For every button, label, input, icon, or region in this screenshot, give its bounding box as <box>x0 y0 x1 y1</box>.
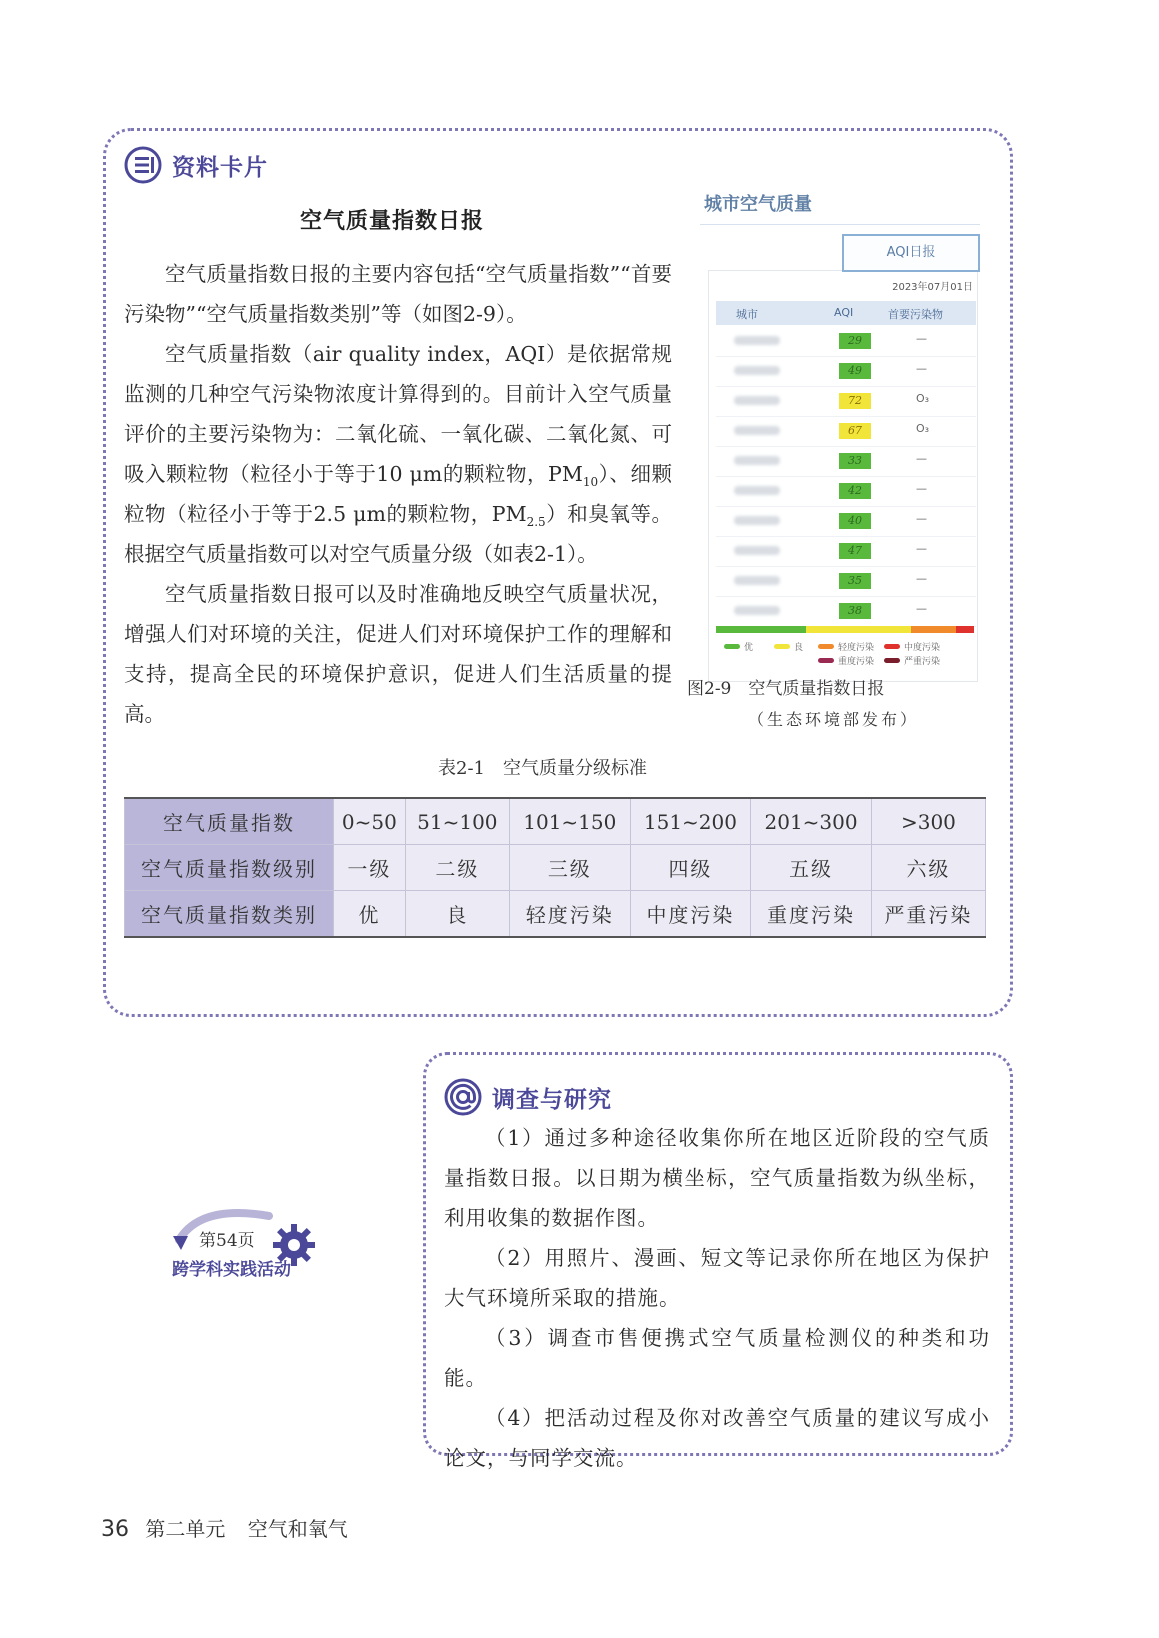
research-card-title: 调查与研究 <box>492 1086 612 1113</box>
table-row <box>125 891 986 938</box>
paragraph: 空气质量指数日报可以及时准确地反映空气质量状况，增强人们对环境的关注，促进人们对环境保护工作的理解和支持，提高全民的环境保护意识，促进人们生活质量的提高。 <box>124 582 672 726</box>
paragraph: 空气质量指数（air quality index，AQI）是依据常规监测的几种空气污染物浓度计算得到的。目前计入空气质量评价的主要污染物为：二氧化硫、一氧化碳、二氧化氮、可吸入颗粒物（粒径小于等于10 μm的颗粒物，$PM_{10}$）、细颗粒物（粒径小于等于2.5 μm的颗粒物，$PM_{2.5}$）和臭氧等。根据空气质量指数可以对空气质量分级（如表2-1）。 <box>124 342 673 566</box>
aqi-value-badge: 40 <box>839 513 871 529</box>
list-item: （2）用照片、漫画、短文等记录你所在地区为保护大气环境所采取的措施。 <box>444 1246 990 1310</box>
aqi-value-badge: 47 <box>839 543 871 559</box>
table-cell: 一级 <box>334 845 406 891</box>
cross-reference-page: 第54页 <box>199 1231 255 1251</box>
unit-label: 第二单元 <box>145 1517 226 1541</box>
header-pollutant: 首要污染物 <box>888 308 943 321</box>
aqi-value-badge: 72 <box>839 393 871 409</box>
scale-segment <box>956 626 974 633</box>
blurred-city-name <box>734 486 780 495</box>
aqi-grade-table <box>124 797 986 938</box>
row-header: 空气质量指数 <box>125 798 334 845</box>
legend-label: 严重污染 <box>904 657 941 667</box>
list-item: （1）通过多种途径收集你所在地区近阶段的空气质量指数日报。以日期为横坐标，空气质量指数为纵坐标，利用收集的数据作图。 <box>444 1126 990 1230</box>
primary-pollutant: — <box>916 482 927 495</box>
city-row <box>716 446 976 477</box>
legend-item <box>774 640 803 653</box>
paragraph: 空气质量指数日报的主要内容包括“空气质量指数”“首要污染物”“空气质量指数类别”等（如图2-9）。 <box>124 262 672 326</box>
legend-label: 中度污染 <box>904 643 941 653</box>
city-row <box>716 386 976 417</box>
aqi-value-badge: 42 <box>839 483 871 499</box>
cross-reference-link[interactable] <box>165 1206 325 1286</box>
aqi-value-badge: 49 <box>839 363 871 379</box>
table-cell: 重度污染 <box>751 891 872 938</box>
table-cell: 四级 <box>630 845 751 891</box>
legend-item <box>884 640 940 653</box>
row-header: 空气质量指数级别 <box>125 845 334 891</box>
table-cell: 三级 <box>510 845 631 891</box>
table-cell: 0~50 <box>334 798 406 845</box>
legend-swatch <box>818 658 834 663</box>
table-cell: 六级 <box>871 845 985 891</box>
table-cell: 轻度污染 <box>510 891 631 938</box>
aqi-report-button[interactable]: AQI日报 <box>842 234 980 272</box>
legend-swatch <box>818 644 834 649</box>
info-card-title: 资料卡片 <box>172 154 268 181</box>
unit-title: 空气和氧气 <box>247 1517 348 1541</box>
primary-pollutant: — <box>916 332 927 345</box>
aqi-value-badge: 35 <box>839 573 871 589</box>
legend-swatch <box>774 644 790 649</box>
info-card-header <box>124 146 268 184</box>
city-row <box>716 416 976 447</box>
header-city: 城市 <box>736 308 758 321</box>
legend-swatch <box>884 658 900 663</box>
table-cell: 151~200 <box>630 798 751 845</box>
blurred-city-name <box>734 606 780 615</box>
aqi-scale-bar <box>716 626 974 633</box>
header-aqi: AQI <box>834 306 854 319</box>
primary-pollutant: — <box>916 362 927 375</box>
city-row <box>716 326 976 357</box>
aqi-screenshot <box>700 190 985 690</box>
aqi-value-badge: 33 <box>839 453 871 469</box>
primary-pollutant: — <box>916 602 927 615</box>
article-body <box>124 254 672 734</box>
blurred-city-name <box>734 396 780 405</box>
page-footer <box>101 1513 348 1542</box>
table-cell: 中度污染 <box>630 891 751 938</box>
research-card-header <box>444 1078 612 1116</box>
city-row <box>716 506 976 537</box>
table-cell: 良 <box>405 891 509 938</box>
city-row <box>716 536 976 567</box>
table-cell: 二级 <box>405 845 509 891</box>
at-sign-icon <box>444 1078 482 1116</box>
list-item: （4）把活动过程及你对改善空气质量的建议写成小论文，与同学交流。 <box>444 1406 990 1470</box>
blurred-city-name <box>734 576 780 585</box>
legend-swatch <box>724 644 740 649</box>
article-title: 空气质量指数日报 <box>300 209 485 234</box>
table-cell: >300 <box>871 798 985 845</box>
aqi-value-badge: 67 <box>839 423 871 439</box>
legend-item <box>818 654 874 667</box>
legend-swatch <box>884 644 900 649</box>
city-row <box>716 566 976 597</box>
row-header: 空气质量指数类别 <box>125 891 334 938</box>
blurred-city-name <box>734 336 780 345</box>
scale-segment <box>716 626 806 633</box>
research-items <box>444 1118 990 1478</box>
screen-table-header <box>716 301 976 325</box>
scale-segment <box>911 626 956 633</box>
blurred-city-name <box>734 516 780 525</box>
legend-item <box>724 640 753 653</box>
table-cell: 五级 <box>751 845 872 891</box>
aqi-value-badge: 29 <box>839 333 871 349</box>
page-number: 36 <box>101 1517 129 1542</box>
divider <box>700 224 980 225</box>
primary-pollutant: O₃ <box>916 392 930 405</box>
table-caption: 表2-1 空气质量分级标准 <box>438 758 647 779</box>
list-item: （3）调查市售便携式空气质量检测仪的种类和功能。 <box>444 1326 990 1390</box>
legend-label: 轻度污染 <box>838 643 875 653</box>
legend-label: 重度污染 <box>838 657 875 667</box>
document-list-icon <box>124 146 162 184</box>
screen-title: 城市空气质量 <box>704 194 812 215</box>
legend-label: 良 <box>794 643 804 653</box>
primary-pollutant: — <box>916 542 927 555</box>
figure-source: （生态环境部发布） <box>748 710 920 729</box>
blurred-city-name <box>734 366 780 375</box>
legend-label: 优 <box>744 643 754 653</box>
cross-reference-label: 跨学科实践活动 <box>172 1260 291 1280</box>
city-row <box>716 476 976 507</box>
primary-pollutant: — <box>916 452 927 465</box>
table-cell: 201~300 <box>751 798 872 845</box>
primary-pollutant: — <box>916 512 927 525</box>
city-row <box>716 596 976 627</box>
blurred-city-name <box>734 546 780 555</box>
aqi-value-badge: 38 <box>839 603 871 619</box>
legend-item <box>884 654 940 667</box>
table-cell: 优 <box>334 891 406 938</box>
table-cell: 51~100 <box>405 798 509 845</box>
table-row <box>125 845 986 891</box>
table-row <box>125 798 986 845</box>
blurred-city-name <box>734 456 780 465</box>
primary-pollutant: — <box>916 572 927 585</box>
legend-item <box>818 640 874 653</box>
table-cell: 严重污染 <box>871 891 985 938</box>
primary-pollutant: O₃ <box>916 422 930 435</box>
table-cell: 101~150 <box>510 798 631 845</box>
city-row <box>716 356 976 387</box>
figure-caption: 图2-9 空气质量指数日报 <box>687 679 885 699</box>
blurred-city-name <box>734 426 780 435</box>
scale-segment <box>806 626 911 633</box>
report-date: 2023年07月01日 <box>892 282 973 293</box>
